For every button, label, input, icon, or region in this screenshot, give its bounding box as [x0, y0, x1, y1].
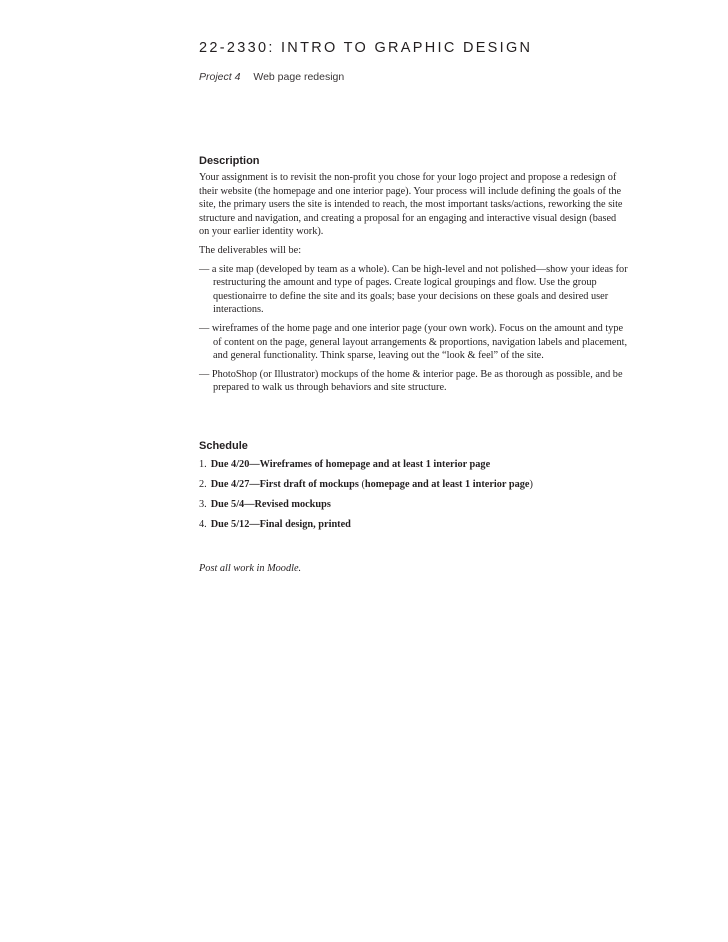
- schedule-heading: Schedule: [199, 440, 248, 452]
- schedule-section: [199, 440, 629, 538]
- schedule-item: 4. Due 5/12—Final design, printed: [199, 518, 351, 530]
- deliverable-wireframes: — wireframes of the home page and one interior page (your own work). Focus on the amount and type of content on the page, general layout arrangements & proportions, navigation labels and placement, and general functionality. Think sparse, leaving out the “look & feel” of the site.: [199, 322, 628, 362]
- description-section: [199, 155, 629, 400]
- project-name: Web page redesign: [253, 71, 345, 83]
- course-title: 22-2330: INTRO TO GRAPHIC DESIGN: [199, 40, 533, 56]
- deliverable-site-map: — a site map (developed by team as a whole). Can be high-level and not polished—show your ideas for restructuring the amount and type of pages. Create logical groupings and flow. Use the group questionairre to define the site and its goals; base your decisions on these goals and desired user interactions.: [199, 263, 628, 316]
- project-number: Project 4: [199, 71, 241, 83]
- description-heading: Description: [199, 155, 260, 167]
- project-line: [199, 71, 344, 83]
- deliverable-mockups: — PhotoShop (or Illustrator) mockups of the home & interior page. Be as thorough as possible, and be prepared to walk us through behaviors and site structure.: [199, 368, 623, 394]
- footer-note: Post all work in Moodle.: [199, 563, 302, 574]
- schedule-item: 3. Due 5/4—Revised mockups: [199, 498, 331, 510]
- schedule-item: 2. Due 4/27—First draft of mockups (homepage and at least 1 interior page): [199, 478, 533, 490]
- deliverables-lead: The deliverables will be:: [199, 244, 302, 256]
- schedule-item: 1. Due 4/20—Wireframes of homepage and at least 1 interior page: [199, 459, 491, 470]
- description-intro: Your assignment is to revisit the non-profit you chose for your logo project and propose a redesign of their website (the homepage and one interior page). Your process will include defining the goals of the site, the primary users the site is intended to reach, the most important tasks/actions, reworking the site structure and navigation, and creating a proposal for an engaging and interactive visual design (based on your earlier identity work).: [199, 172, 623, 238]
